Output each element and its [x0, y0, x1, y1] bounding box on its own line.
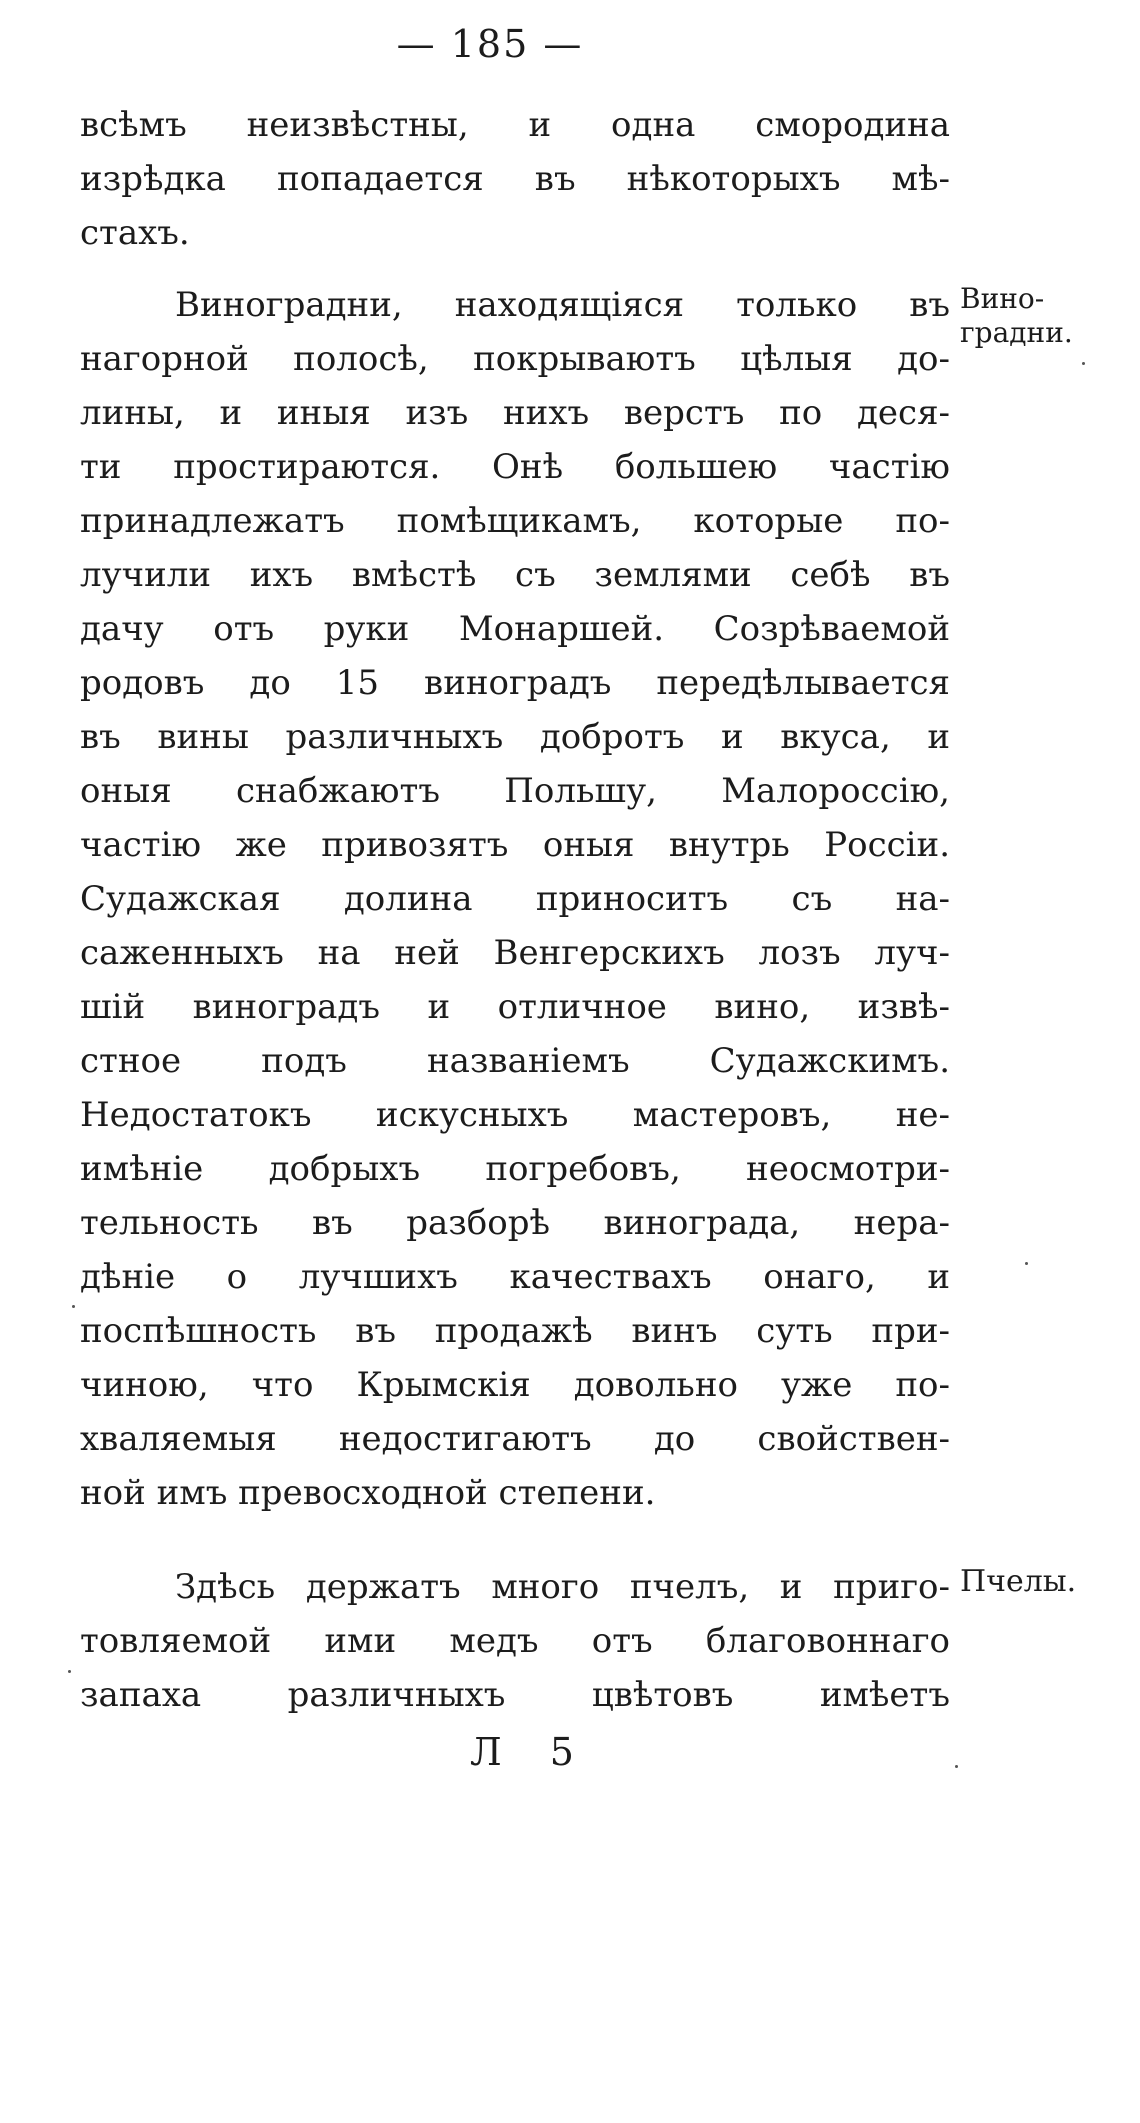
- ink-speck: [955, 1765, 958, 1768]
- text-line: стахъ.: [80, 213, 190, 253]
- text-line: запаха различныхъ цвѣтовъ имѣетъ: [80, 1675, 950, 1715]
- text-line: тельность въ разборѣ винограда, нера-: [80, 1203, 950, 1243]
- text-line: дѣніе о лучшихъ качествахъ онаго, и: [80, 1257, 950, 1297]
- text-line: чиною, что Крымскія довольно уже по-: [80, 1365, 950, 1405]
- text-line: шій виноградъ и отличное вино, извѣ-: [80, 987, 950, 1027]
- text-line: изрѣдка попадается въ нѣкоторыхъ мѣ-: [80, 159, 950, 199]
- signature-mark: Л 5: [470, 1730, 592, 1774]
- text-line: хваляемыя недостигаютъ до свойствен-: [80, 1419, 950, 1459]
- text-line: товляемой ими медъ отъ благовоннаго: [80, 1621, 950, 1661]
- margin-note-pchely: [960, 1565, 1076, 1599]
- paragraph-3: [80, 1560, 950, 1722]
- text-line: оныя снабжаютъ Польшу, Малороссію,: [80, 771, 950, 811]
- text-line: нагорной полосѣ, покрываютъ цѣлыя до-: [80, 339, 950, 379]
- paragraph-2: [80, 278, 950, 1520]
- text-line: имѣніе добрыхъ погребовъ, неосмотри-: [80, 1149, 950, 1189]
- text-line: Виноградни, находящіяся только въ: [175, 285, 950, 325]
- text-line: въ вины различныхъ добротъ и вкуса, и: [80, 717, 950, 757]
- text-line: лины, и иныя изъ нихъ верстъ по деся-: [80, 393, 950, 433]
- text-line: саженныхъ на ней Венгерскихъ лозъ луч-: [80, 933, 950, 973]
- paragraph-1: [80, 98, 950, 260]
- ink-speck: [68, 1670, 71, 1673]
- text-line: всѣмъ неизвѣстны, и одна смородина: [80, 105, 950, 145]
- text-line: Здѣсь держатъ много пчелъ, и приго-: [175, 1567, 950, 1607]
- text-line: ти простираются. Онѣ большею частію: [80, 447, 950, 487]
- ink-speck: [72, 1305, 75, 1308]
- text-line: стное подъ названіемъ Судажскимъ.: [80, 1041, 950, 1081]
- ink-speck: [1082, 362, 1085, 365]
- text-line: принадлежатъ помѣщикамъ, которые по-: [80, 501, 950, 541]
- margin-note-line: Пчелы.: [960, 1564, 1077, 1599]
- text-line: ной имъ превосходной степени.: [80, 1473, 656, 1513]
- text-line: Судажская долина приноситъ съ на-: [80, 879, 950, 919]
- text-line: лучили ихъ вмѣстѣ съ землями себѣ въ: [80, 555, 950, 595]
- text-line: поспѣшность въ продажѣ винъ суть при-: [80, 1311, 950, 1351]
- text-line: родовъ до 15 виноградъ передѣлывается: [80, 663, 950, 703]
- margin-note-line: градни.: [960, 316, 1073, 349]
- ink-speck: [1025, 1262, 1028, 1265]
- margin-note-line: Вино-: [960, 282, 1045, 315]
- margin-note-vinogradni: [960, 282, 1073, 350]
- text-line: дачу отъ руки Монаршей. Созрѣваемой: [80, 609, 950, 649]
- page-number: — 185 —: [396, 22, 584, 66]
- text-line: частію же привозятъ оныя внутрь Россіи.: [80, 825, 950, 865]
- text-line: Недостатокъ искусныхъ мастеровъ, не-: [80, 1095, 950, 1135]
